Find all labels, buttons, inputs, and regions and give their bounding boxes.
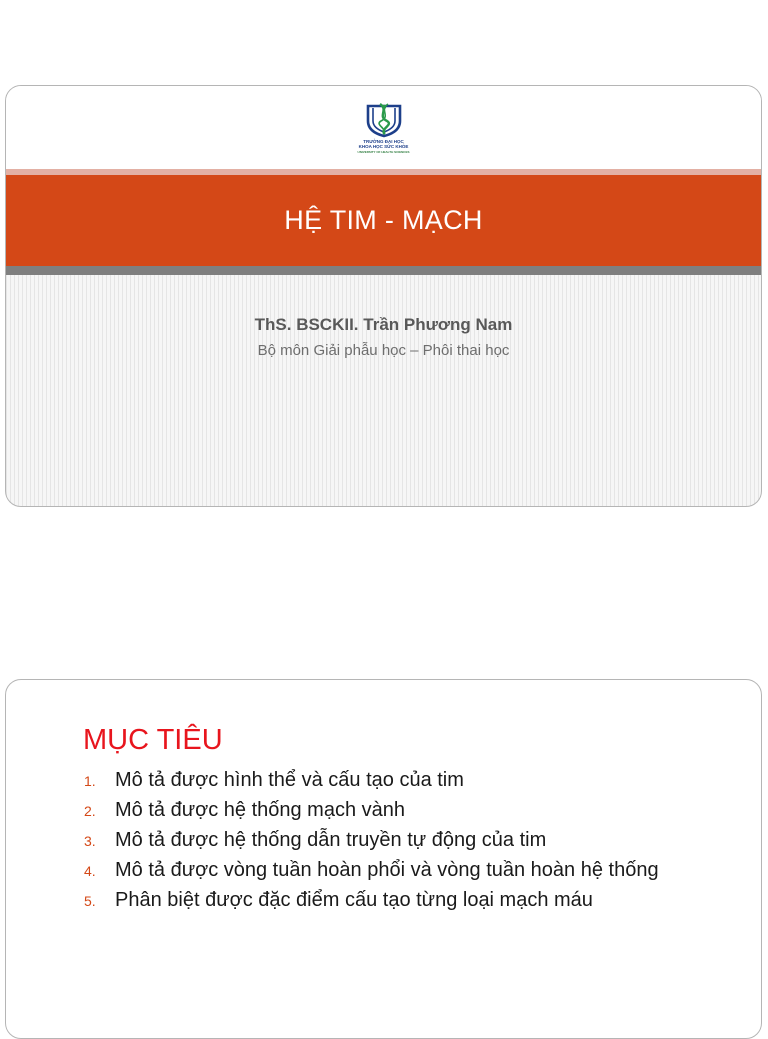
university-logo-icon [365, 102, 403, 138]
objectives-heading: MỤC TIÊU [83, 724, 223, 756]
logo-text-line1: TRƯỜNG ĐẠI HỌC [363, 138, 404, 144]
objectives-list [84, 769, 659, 919]
list-item [84, 889, 659, 919]
logo-area [6, 86, 761, 169]
list-item [84, 799, 659, 829]
department-name: Bộ môn Giải phẫu học – Phôi thai học [257, 342, 510, 359]
list-item-text: Mô tả được vòng tuần hoàn phổi và vòng tuần hoàn hệ thống [115, 859, 659, 881]
university-logo [358, 102, 410, 154]
list-item [84, 769, 659, 799]
list-item-number: 5. [84, 893, 96, 909]
title-slide [5, 85, 762, 507]
logo-text-line2: KHOA HỌC SỨC KHỎE [358, 144, 409, 149]
list-item [84, 859, 659, 889]
title-band-bottom-stripe [6, 266, 761, 275]
logo-text-line3: UNIVERSITY OF HEALTH SCIENCES [357, 149, 410, 154]
list-item-number: 4. [84, 863, 96, 879]
list-item-text: Mô tả được hệ thống dẫn truyền tự động của tim [115, 829, 547, 851]
list-item-text: Phân biệt được đặc điểm cấu tạo từng loại mạch máu [115, 889, 593, 911]
slide-title: HỆ TIM - MẠCH [284, 205, 483, 235]
list-item-text: Mô tả được hệ thống mạch vành [115, 799, 405, 821]
list-item-text: Mô tả được hình thể và cấu tạo của tim [115, 769, 464, 791]
list-item-number: 2. [84, 803, 96, 819]
title-band [6, 175, 761, 266]
list-item-number: 3. [84, 833, 96, 849]
list-item-number: 1. [84, 773, 96, 789]
author-name: ThS. BSCKII. Trần Phương Nam [254, 315, 513, 334]
objectives-slide [5, 679, 762, 1039]
list-item [84, 829, 659, 859]
